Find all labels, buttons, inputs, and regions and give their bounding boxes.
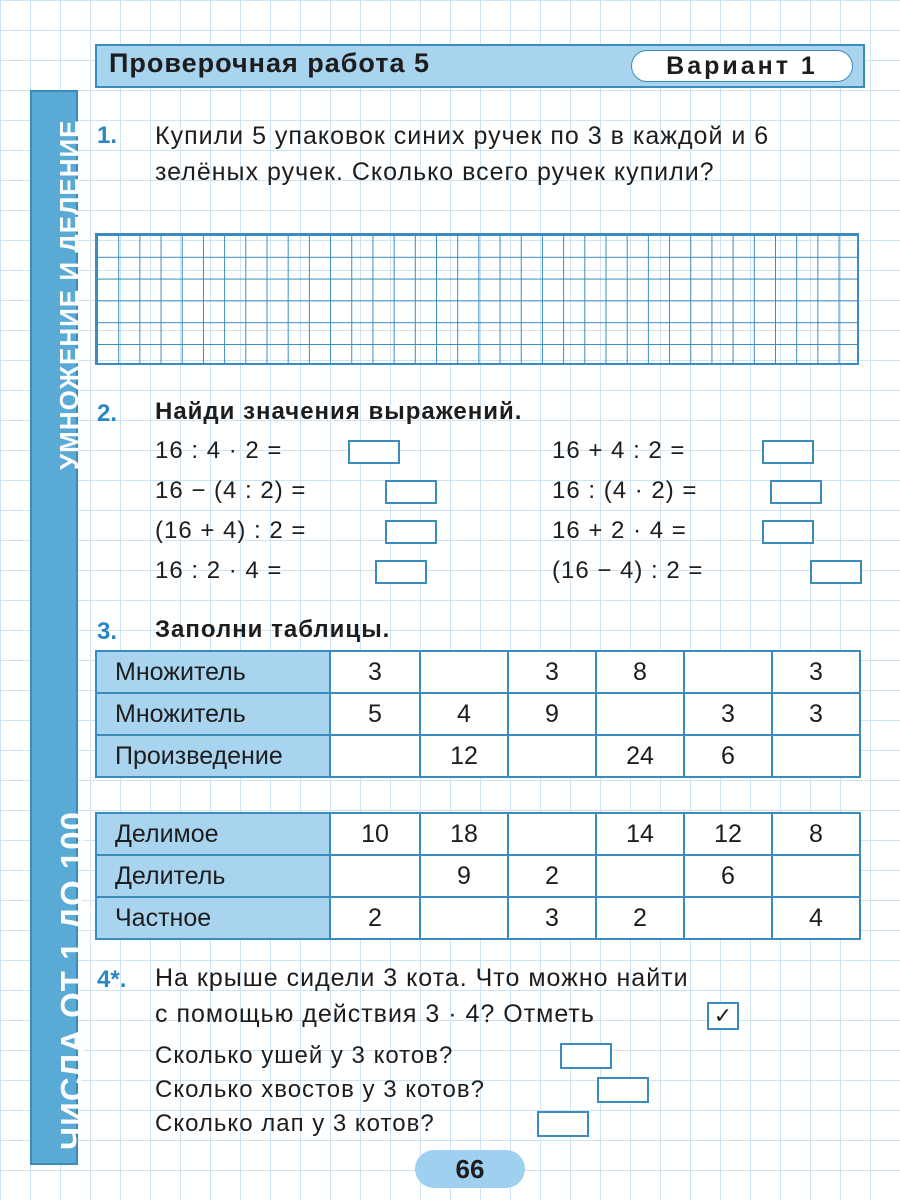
task2-title: Найди значения выражений. [155, 398, 523, 425]
multiplication-table [95, 650, 861, 778]
answer-box-right-3[interactable] [762, 520, 814, 544]
table-cell[interactable] [772, 735, 860, 777]
task3-number: 3. [97, 618, 118, 645]
table-cell[interactable] [772, 855, 860, 897]
header-bar [95, 44, 865, 88]
row-label: Делитель [96, 855, 330, 897]
checkmark-icon: ✓ [713, 1003, 733, 1028]
table-cell[interactable] [420, 651, 508, 693]
task3-title: Заполни таблицы. [155, 616, 391, 643]
table-cell[interactable]: 9 [420, 855, 508, 897]
table-cell[interactable]: 2 [330, 897, 420, 939]
table-cell[interactable]: 10 [330, 813, 420, 855]
table-cell[interactable]: 3 [330, 651, 420, 693]
expression-left-2: 16 − (4 : 2) = [155, 477, 307, 504]
table-cell[interactable]: 18 [420, 813, 508, 855]
table-row [96, 735, 860, 777]
option-tails-checkbox[interactable] [597, 1077, 649, 1103]
option-tails: Сколько хвостов у 3 котов? [155, 1076, 485, 1103]
table-cell[interactable]: 3 [508, 651, 596, 693]
expression-left-3: (16 + 4) : 2 = [155, 517, 307, 544]
table-cell[interactable]: 9 [508, 693, 596, 735]
variant-badge: Вариант 1 [631, 50, 853, 82]
option-ears: Сколько ушей у 3 котов? [155, 1042, 454, 1069]
answer-box-left-4[interactable] [375, 560, 427, 584]
table-cell[interactable] [330, 735, 420, 777]
table-cell[interactable]: 12 [420, 735, 508, 777]
table-row [96, 813, 860, 855]
table-cell[interactable] [684, 651, 772, 693]
table-cell[interactable]: 3 [772, 651, 860, 693]
row-label: Делимое [96, 813, 330, 855]
table-cell[interactable]: 3 [508, 897, 596, 939]
table-cell[interactable]: 24 [596, 735, 684, 777]
answer-box-left-2[interactable] [385, 480, 437, 504]
task4-line1: На крыше сидели 3 кота. Что можно найти [155, 964, 689, 992]
table-cell[interactable]: 2 [508, 855, 596, 897]
table-row [96, 897, 860, 939]
table-cell[interactable]: 14 [596, 813, 684, 855]
sidebar-topic-text: УМНОЖЕНИЕ И ДЕЛЕНИЕ [54, 119, 84, 470]
table-row [96, 693, 860, 735]
option-paws-checkbox[interactable] [537, 1111, 589, 1137]
division-table [95, 812, 861, 940]
expression-right-4: (16 − 4) : 2 = [552, 557, 704, 584]
table-cell[interactable]: 6 [684, 735, 772, 777]
answer-box-right-1[interactable] [762, 440, 814, 464]
table-cell[interactable] [596, 693, 684, 735]
table-cell[interactable] [508, 813, 596, 855]
option-paws: Сколько лап у 3 котов? [155, 1110, 435, 1137]
table-row [96, 855, 860, 897]
table-cell[interactable]: 3 [772, 693, 860, 735]
task4-line2: с помощью действия 3 · 4? Отметь [155, 1000, 595, 1028]
answer-box-right-2[interactable] [770, 480, 822, 504]
answer-box-right-4[interactable] [810, 560, 862, 584]
answer-grid[interactable] [95, 233, 859, 365]
row-label: Множитель [96, 651, 330, 693]
table-cell[interactable]: 4 [772, 897, 860, 939]
table-cell[interactable]: 8 [596, 651, 684, 693]
table-cell[interactable]: 6 [684, 855, 772, 897]
row-label: Частное [96, 897, 330, 939]
table-cell[interactable]: 8 [772, 813, 860, 855]
task2-number: 2. [97, 400, 118, 427]
table-cell[interactable] [684, 897, 772, 939]
row-label: Множитель [96, 693, 330, 735]
task1-text: Купили 5 упаковок синих ручек по 3 в каждой и 6 зелёных ручек. Сколько всего ручек купили? [155, 122, 770, 186]
sidebar-section-text: ЧИСЛА ОТ 1 ДО 100 [54, 811, 91, 1150]
answer-box-left-1[interactable] [348, 440, 400, 464]
table-cell[interactable] [330, 855, 420, 897]
task4-number: 4*. [97, 966, 127, 993]
option-ears-checkbox[interactable] [560, 1043, 612, 1069]
task1-number: 1. [97, 122, 118, 149]
table-cell[interactable] [508, 735, 596, 777]
check-example-box [707, 1002, 739, 1030]
expression-right-2: 16 : (4 · 2) = [552, 477, 698, 504]
table-cell[interactable] [596, 855, 684, 897]
table-cell[interactable]: 2 [596, 897, 684, 939]
table-cell[interactable]: 12 [684, 813, 772, 855]
expression-left-1: 16 : 4 · 2 = [155, 437, 283, 464]
expression-right-3: 16 + 2 · 4 = [552, 517, 687, 544]
page-number: 66 [415, 1150, 525, 1188]
page-title: Проверочная работа 5 [109, 48, 430, 78]
table-cell[interactable]: 3 [684, 693, 772, 735]
expression-right-1: 16 + 4 : 2 = [552, 437, 686, 464]
row-label: Произведение [96, 735, 330, 777]
answer-box-left-3[interactable] [385, 520, 437, 544]
table-cell[interactable] [420, 897, 508, 939]
table-cell[interactable]: 5 [330, 693, 420, 735]
expression-left-4: 16 : 2 · 4 = [155, 557, 283, 584]
table-row [96, 651, 860, 693]
table-cell[interactable]: 4 [420, 693, 508, 735]
